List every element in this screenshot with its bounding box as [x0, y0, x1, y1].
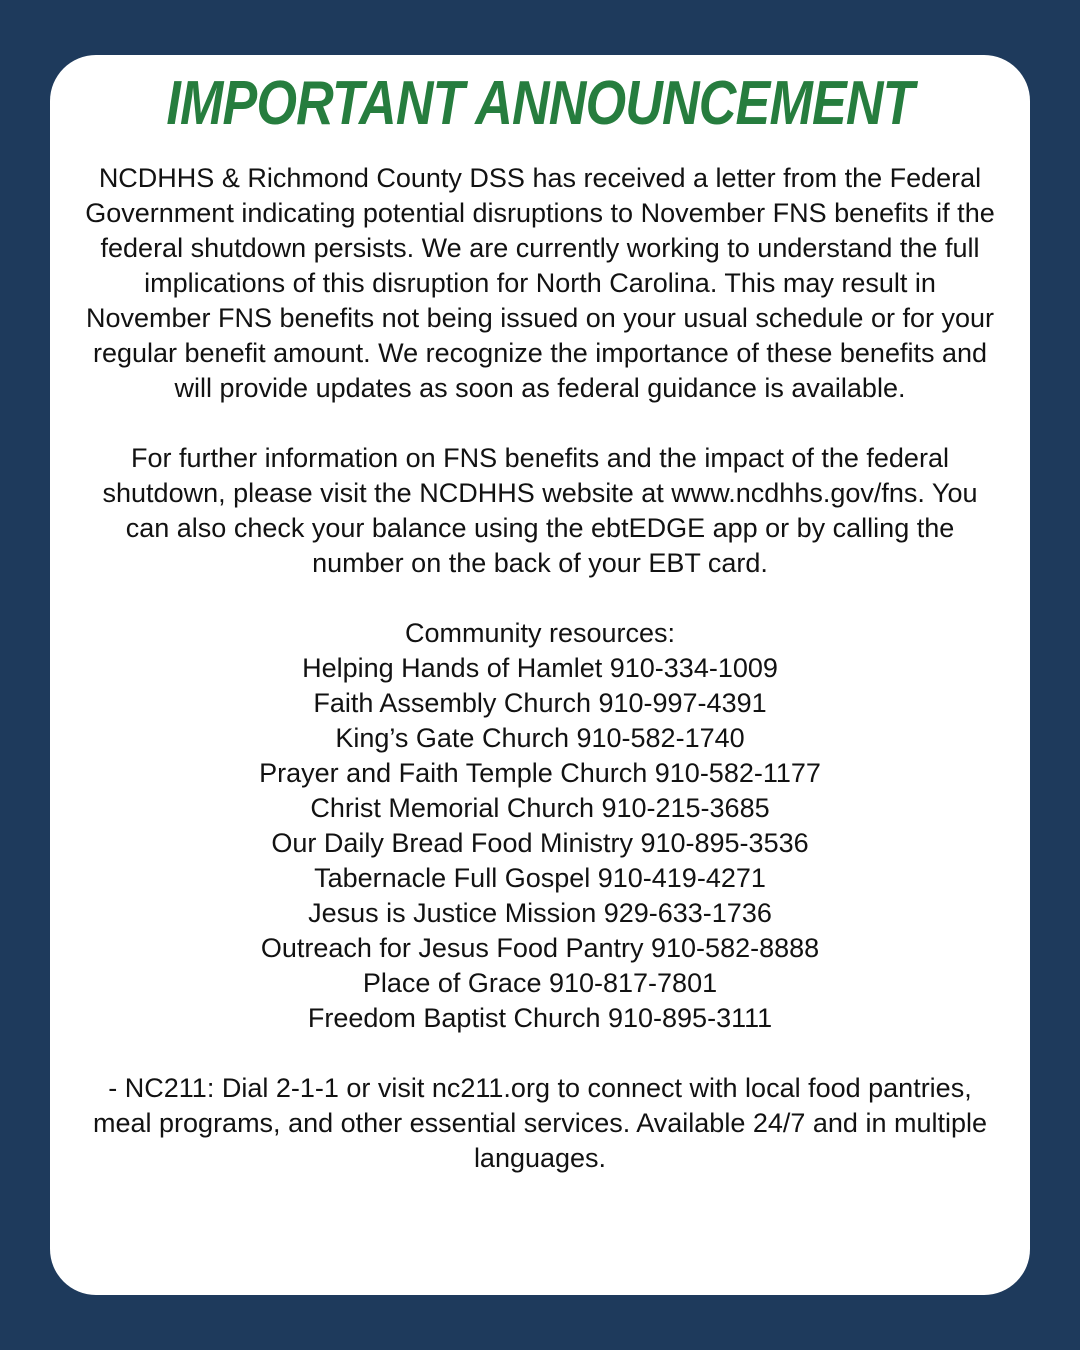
announcement-card [50, 55, 1030, 1295]
announcement-title: IMPORTANT ANNOUNCEMENT [166, 69, 914, 138]
community-resources-list [84, 616, 996, 1036]
paragraph-nc211-note: - NC211: Dial 2-1-1 or visit nc211.org to connect with local food pantries, meal programs, and other essential services. Available 24/7 and in multiple languages. [93, 1073, 987, 1173]
paragraph-more-info: For further information on FNS benefits and the impact of the federal shutdown, please visit the NCDHHS website at www.ncdhhs.gov/fns. You can also check your balance using the ebtEDGE app or by calling the number on the back of your EBT card. [102, 443, 978, 578]
resource-line: Place of Grace 910-817-7801 [362, 968, 718, 998]
resource-line: Freedom Baptist Church 910-895-3111 [307, 1003, 773, 1033]
announcement-body [84, 161, 996, 1176]
community-resources-heading: Community resources: [404, 618, 676, 648]
paragraph-disruption-notice: NCDHHS & Richmond County DSS has received a letter from the Federal Government indicating potential disruptions to November FNS benefits if the federal shutdown persists. We are currently working to understand the full implications of this disruption for North Carolina. This may result in November FNS benefits not being issued on your usual schedule or for your regular benefit amount. We recognize the importance of these benefits and will provide updates as soon as federal guidance is available. [85, 163, 995, 403]
resource-line: Prayer and Faith Temple Church 910-582-1177 [259, 758, 821, 788]
resource-line: Christ Memorial Church 910-215-3685 [310, 793, 770, 823]
resource-line: Outreach for Jesus Food Pantry 910-582-8888 [260, 933, 820, 963]
community-resources-items [84, 651, 996, 1036]
resource-line: Jesus is Justice Mission 929-633-1736 [308, 898, 772, 928]
resource-line: Helping Hands of Hamlet 910-334-1009 [302, 653, 778, 683]
resource-line: Our Daily Bread Food Ministry 910-895-3536 [271, 828, 809, 858]
resource-line: Faith Assembly Church 910-997-4391 [313, 688, 767, 718]
resource-line: Tabernacle Full Gospel 910-419-4271 [314, 863, 766, 893]
resource-line: King’s Gate Church 910-582-1740 [335, 723, 745, 753]
